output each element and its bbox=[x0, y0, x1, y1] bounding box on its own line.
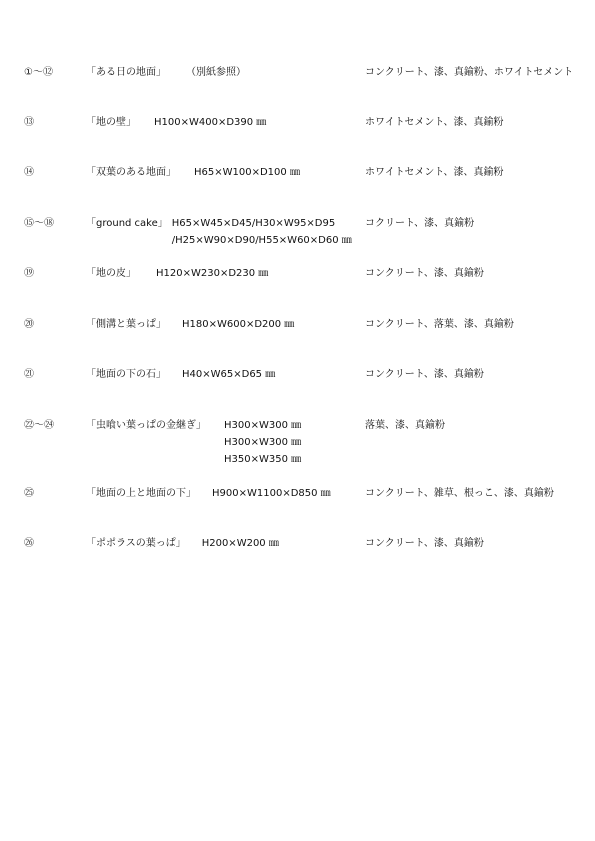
entry-title: 「地の皮」 bbox=[86, 268, 136, 279]
entry-dimensions: H180×W600×D200 ㎜ bbox=[182, 319, 295, 330]
entry-title: 「ground cake」 bbox=[86, 218, 168, 229]
entry-dimensions: H100×W400×D390 ㎜ bbox=[154, 117, 267, 128]
entry-materials: コンクリート、漆、真鍮粉 bbox=[365, 369, 484, 380]
entry-dimensions: H200×W200 ㎜ bbox=[201, 538, 279, 549]
entry-materials: コンクリート、落葉、漆、真鍮粉 bbox=[365, 319, 514, 330]
entry-number: ⑭ bbox=[24, 167, 34, 178]
entry-title: 「地面の下の石」 bbox=[86, 369, 166, 380]
entry-dimensions: H65×W45×D45/H30×W95×D95 bbox=[171, 218, 336, 229]
entry-number: ㉑ bbox=[24, 369, 34, 380]
entry-dimensions: /H25×W90×D90/H55×W60×D60 ㎜ bbox=[171, 235, 352, 246]
entry-title-block bbox=[86, 417, 301, 468]
entry-dimensions: H300×W300 ㎜ bbox=[224, 420, 302, 431]
entry-title: 「ある日の地面」 bbox=[86, 67, 166, 78]
entry-materials: コクリート、漆、真鍮粉 bbox=[365, 218, 475, 229]
entry-title-block bbox=[86, 64, 246, 81]
entry-materials: 落葉、漆、真鍮粉 bbox=[365, 420, 445, 431]
entry-title: 「地の壁」 bbox=[86, 117, 136, 128]
entry-number: ㉕ bbox=[24, 488, 34, 499]
entry-materials: ホワイトセメント、漆、真鍮粉 bbox=[365, 117, 504, 128]
entry-title: 「側溝と葉っぱ」 bbox=[86, 319, 166, 330]
entry-number: ⑳ bbox=[24, 319, 34, 330]
entry-dimensions-block bbox=[172, 215, 352, 249]
entry-materials: コンクリート、漆、真鍮粉 bbox=[365, 538, 484, 549]
entry-title: 「虫喰い葉っぱの金継ぎ」 bbox=[86, 420, 206, 431]
entry-title-block bbox=[86, 265, 268, 282]
entry-title-block bbox=[86, 316, 294, 333]
entry-dimensions-block bbox=[224, 417, 301, 468]
entry-number: ㉖ bbox=[24, 538, 34, 549]
entry-title-block bbox=[86, 535, 279, 552]
entry-number: ⑬ bbox=[24, 117, 34, 128]
entry-materials: コンクリート、雑草、根っこ、漆、真鍮粉 bbox=[365, 488, 554, 499]
entry-materials: コンクリート、漆、真鍮粉 bbox=[365, 268, 484, 279]
entry-title-block bbox=[86, 485, 331, 502]
entry-number: ⑲ bbox=[24, 268, 34, 279]
entry-title: 「ポポラスの葉っぱ」 bbox=[86, 538, 186, 549]
entry-dimensions: H65×W100×D100 ㎜ bbox=[194, 167, 300, 178]
entry-number: ①〜⑫ bbox=[24, 67, 53, 78]
entry-dimensions: H300×W300 ㎜ bbox=[224, 437, 302, 448]
entry-title-block bbox=[86, 164, 300, 181]
entry-materials: ホワイトセメント、漆、真鍮粉 bbox=[365, 167, 504, 178]
entry-materials: コンクリート、漆、真鍮粉、ホワイトセメント bbox=[365, 67, 574, 78]
entry-number: ㉒〜㉔ bbox=[24, 420, 54, 431]
entry-title: 「地面の上と地面の下」 bbox=[86, 488, 196, 499]
entry-dimensions: H120×W230×D230 ㎜ bbox=[156, 268, 269, 279]
entry-title-block bbox=[86, 114, 266, 131]
entry-title-block bbox=[86, 366, 275, 383]
entry-dimensions: H40×W65×D65 ㎜ bbox=[182, 369, 276, 380]
entry-number: ⑮〜⑱ bbox=[24, 218, 54, 229]
entry-dimensions: H350×W350 ㎜ bbox=[224, 454, 302, 465]
entry-title: 「双葉のある地面」 bbox=[86, 167, 176, 178]
entry-dimensions: （別紙参照） bbox=[186, 67, 246, 78]
entry-dimensions: H900×W1100×D850 ㎜ bbox=[212, 488, 331, 499]
entry-title-block bbox=[86, 215, 352, 249]
